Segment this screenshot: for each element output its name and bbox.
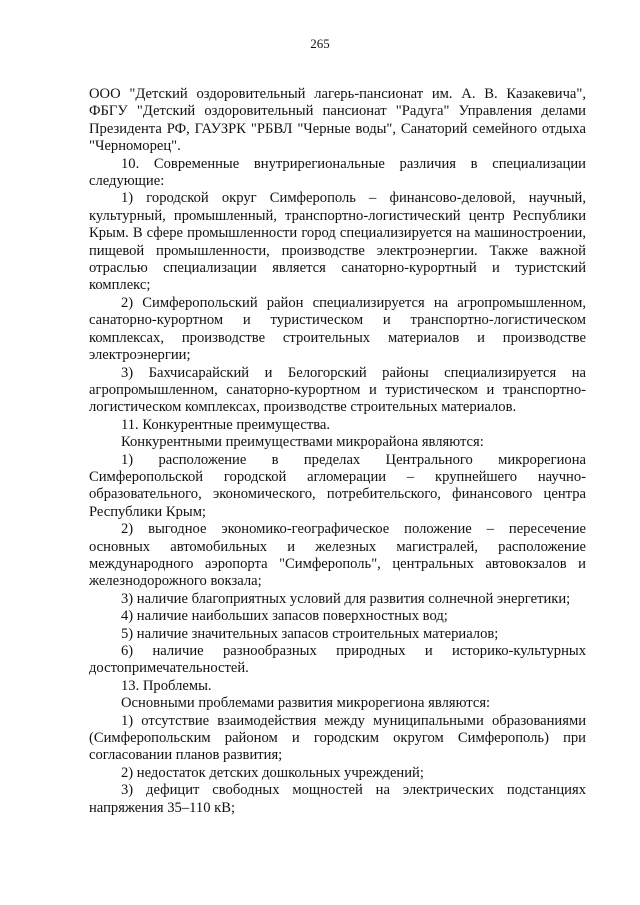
paragraph: 11. Конкурентные преимущества. (121, 416, 331, 433)
paragraph: 4) наличие наибольших запасов поверхностных вод; (121, 608, 448, 625)
paragraph: 5) наличие значительных запасов строительных материалов; (121, 625, 499, 642)
paragraph: 6) наличие разнообразных природных и историко-культурных достопримечательностей. (89, 643, 586, 677)
paragraph: 2) выгодное экономико-географическое положение – пересечение основных автомобильных и железных магистралей, расположение международного аэропорта "Симферополь", центральных автовокзалов и железнодорожного вокзала; (89, 521, 586, 590)
paragraph: 2) Симферопольский район специализируется на агропромышленном, санаторно-курортном и туристическом и транспортно-логистическом комплексах, производстве строительных материалов и производстве электроэнергии; (89, 294, 586, 364)
paragraph: 1) расположение в пределах Центрального микрорегиона Симферопольской городской агломерации – крупнейшего научно-образовательного, экономического, потребительского, финансового центра Республики Крым; (89, 451, 586, 520)
paragraph: 3) дефицит свободных мощностей на электрических подстанциях напряжения 35–110 кВ; (89, 782, 586, 816)
paragraph: Основными проблемами развития микрорегиона являются: (121, 695, 491, 712)
paragraph: 10. Современные внутрирегиональные различия в специализации следующие: (89, 155, 586, 190)
paragraph: 3) наличие благоприятных условий для развития солнечной энергетики; (121, 590, 571, 607)
body-text (89, 86, 586, 817)
paragraph: 13. Проблемы. (121, 677, 212, 694)
paragraph: 2) недостаток детских дошкольных учреждений; (121, 764, 424, 781)
paragraph: 1) городской округ Симферополь – финансово-деловой, научный, культурный, промышленный, транспортно-логистический центр Республики Крым. В сфере промышленности город специализируется на машиностроении, пищевой промышленности, производстве электроэнергии. Также важной отраслью специализации является санаторно-курортный и туристский комплекс; (89, 190, 586, 294)
paragraph: 3) Бахчисарайский и Белогорский районы специализируется на агропромышленном, санаторно-курортном и туристическом и транспортно-логистическом комплексах, производстве строительных материалов. (89, 364, 586, 416)
paragraph: 1) отсутствие взаимодействия между муниципальными образованиями (Симферопольским районом и городским округом Симферополь) при согласовании планов развития; (89, 712, 586, 764)
paragraph: Конкурентными преимуществами микрорайона являются: (121, 434, 484, 451)
paragraph: ООО "Детский оздоровительный лагерь-пансионат им. А. В. Казакевича", ФБГУ "Детский оздоровительный пансионат "Радуга" Управления делами Президента РФ, ГАУЗРК "РБВЛ "Черные воды", Санаторий семейного отдыха "Черноморец". (89, 86, 586, 155)
page-number: 265 (310, 36, 330, 51)
